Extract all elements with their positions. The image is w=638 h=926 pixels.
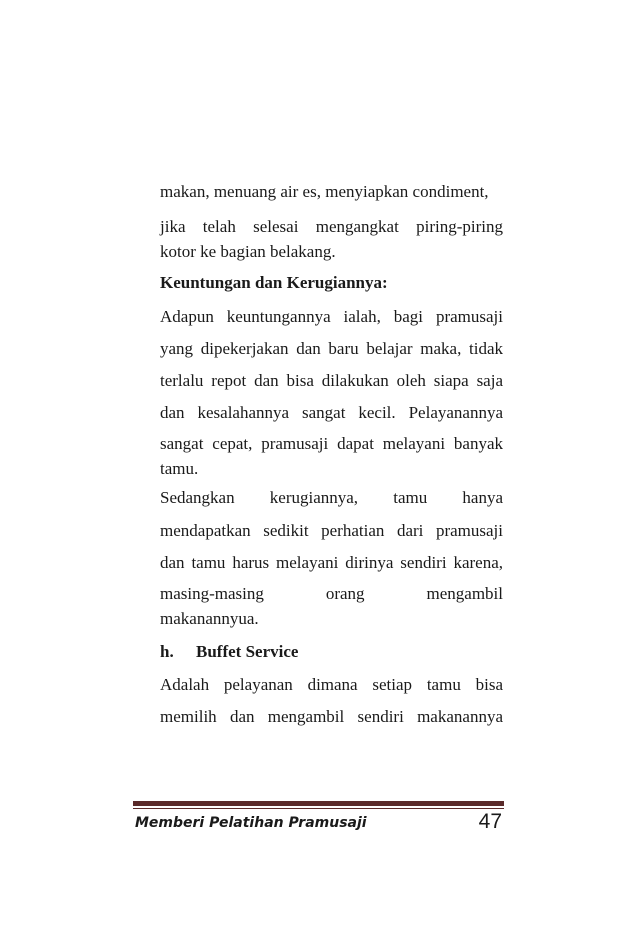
body-line-1: makan, menuang air es, menyiapkan condiment,: [160, 182, 489, 201]
body-line-2: jika telah selesai mengangkat piring-piring: [160, 217, 503, 236]
body-line-10: tamu.: [160, 459, 199, 478]
section-label: h.: [160, 642, 174, 661]
body-line-8: dan kesalahannya sangat kecil. Pelayanannya: [160, 403, 503, 422]
body-line-9: sangat cepat, pramusaji dapat melayani banyak: [160, 434, 503, 453]
footer-title: Memberi Pelatihan Pramusaji: [135, 815, 367, 831]
footer-rule-thin: [133, 808, 504, 809]
body-line-13: dan tamu harus melayani dirinya sendiri karena,: [160, 553, 503, 572]
section-title: Buffet Service: [196, 642, 299, 661]
page-number: 47: [478, 810, 502, 833]
body-line-6: yang dipekerjakan dan baru belajar maka, tidak: [160, 339, 503, 358]
body-line-15: makanannyua.: [160, 609, 259, 628]
body-line-5: Adapun keuntungannya ialah, bagi pramusaji: [160, 307, 503, 326]
body-line-11: Sedangkan kerugiannya, tamu hanya: [160, 488, 503, 507]
body-line-3: kotor ke bagian belakang.: [160, 242, 336, 261]
subheading-keuntungan: Keuntungan dan Kerugiannya:: [160, 273, 388, 292]
footer-rule-thick: [133, 801, 504, 806]
body-line-12: mendapatkan sedikit perhatian dari pramusaji: [160, 521, 503, 540]
body-line-after-1: Adalah pelayanan dimana setiap tamu bisa: [160, 675, 503, 694]
body-line-14: masing-masing orang mengambil: [160, 584, 503, 603]
body-line-7: terlalu repot dan bisa dilakukan oleh siapa saja: [160, 371, 503, 390]
body-line-after-2: memilih dan mengambil sendiri makanannya: [160, 707, 503, 726]
section-heading: [160, 641, 503, 662]
